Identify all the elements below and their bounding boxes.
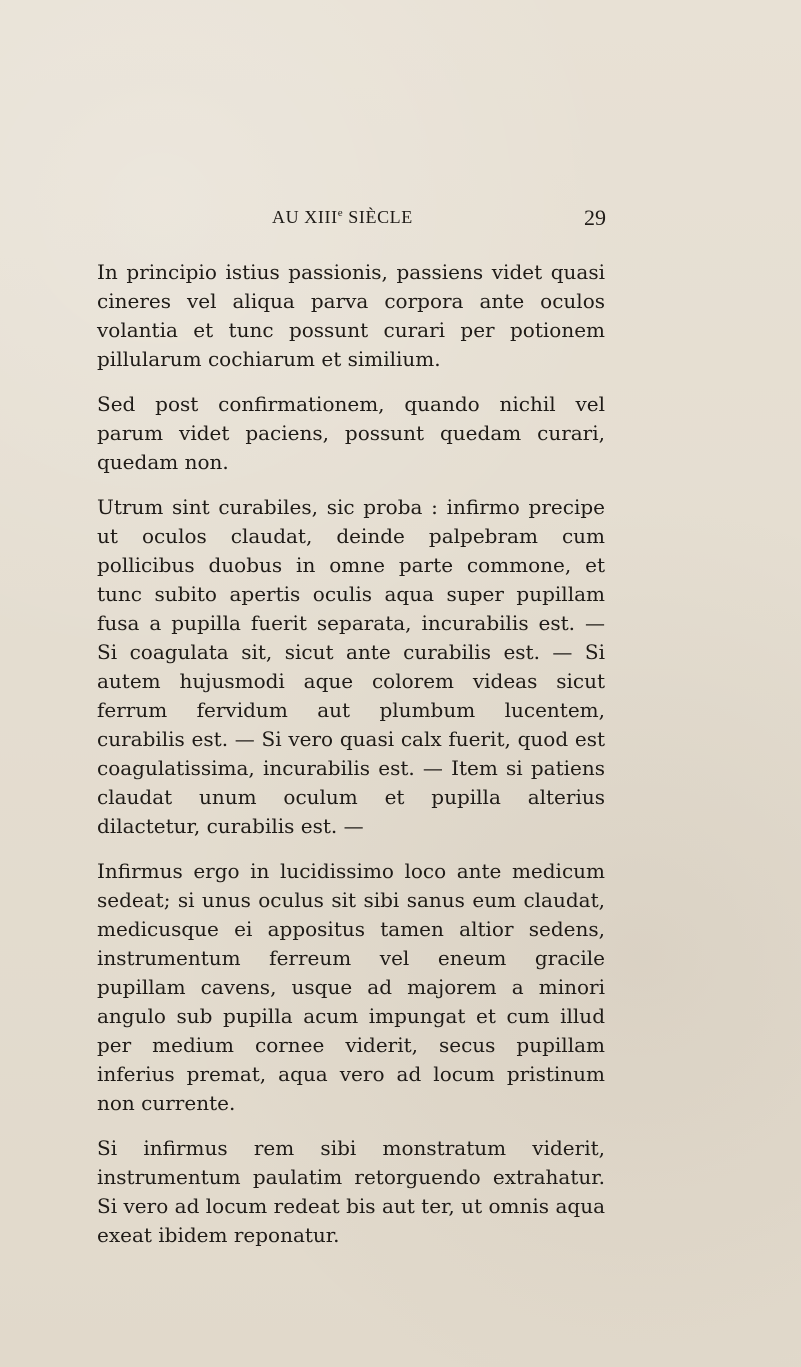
running-head-suffix: SIÈCLE <box>343 207 413 227</box>
paragraph-1: In principio istius passionis, passiens videt quasi cineres vel aliqua parva corpora ante oculos volantia et tunc possunt curari per potionem pillularum cochiarum et similium. <box>97 260 605 371</box>
running-head-prefix: AU XIII <box>272 207 338 227</box>
paragraph-5: Si infirmus rem sibi monstratum viderit, instrumentum paulatim retorguendo extrahatur. Si vero ad locum redeat bis aut ter, ut omnis aqua exeat ibidem reponatur. <box>97 1136 605 1247</box>
page-body <box>97 258 605 1250</box>
running-head-superscript: e <box>337 207 344 219</box>
paragraph-2: Sed post confirmationem, quando nichil vel parum videt paciens, possunt quedam curari, quedam non. <box>97 392 605 474</box>
paragraph-3: Utrum sint curabiles, sic proba : infirmo precipe ut oculos claudat, deinde palpebram cum pollicibus duobus in omne parte commone, et tunc subito apertis oculis aqua super pupillam fusa a pupilla fuerit separata, incurabilis est. — Si coagulata sit, sicut ante curabilis est. — Si autem hujusmodi aque colorem videas sicut ferrum fervidum aut plumbum lucentem, curabilis est. — Si vero quasi calx fuerit, quod est coagulatissima, incurabilis est. — Item si patiens claudat unum oculum et pupilla alterius dilactetur, curabilis est. — <box>97 495 605 838</box>
page-header <box>0 205 801 235</box>
running-head <box>272 207 413 228</box>
page-number: 29 <box>584 205 606 230</box>
paragraph-4: Infirmus ergo in lucidissimo loco ante medicum sedeat; si unus oculus sit sibi sanus eum claudat, medicusque ei appositus tamen altior sedens, instrumentum ferreum vel eneum gracile pupillam cavens, usque ad majorem a minori angulo sub pupilla acum impungat et cum illud per medium cornee viderit, secus pupillam inferius premat, aqua vero ad locum pristinum non currente. <box>97 859 605 1115</box>
